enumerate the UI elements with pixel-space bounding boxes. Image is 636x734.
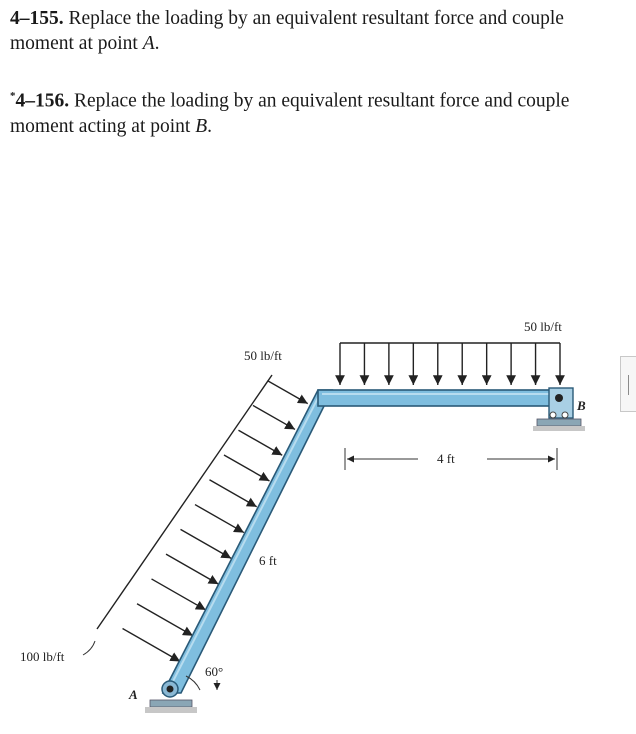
load-arrow [152,579,206,610]
starred-marker: * [10,90,16,102]
load-leader [83,641,95,655]
angle-label: 60° [205,664,224,679]
problem-period: . [154,33,160,54]
load-arrow [238,430,282,455]
load-arrow [209,480,256,507]
point-reference: B [195,115,208,137]
grip-icon [628,375,629,395]
scroll-handle[interactable] [620,356,636,412]
frame-members [163,390,560,693]
load-arrow [166,554,218,584]
load-arrow [137,604,193,636]
point-reference: A [142,33,155,54]
load-arrow [123,628,181,661]
problem-text: Replace the loading by an equivalent resultant force and couple moment acting at point [10,90,570,137]
problem-number: 4–155. [10,8,64,29]
load-label-horizontal: 50 lb/ft [524,319,562,334]
load-arrow [267,381,307,404]
horizontal-distributed-load [340,343,560,385]
load-arrow [253,405,295,429]
problem-number: 4–156. [15,90,70,112]
pin-support-a [145,681,197,713]
load-label-inclined-bottom: 100 lb/ft [20,649,65,664]
point-b-label: B [577,398,586,413]
horizontal-member [318,390,560,406]
problem-text: Replace the loading by an equivalent resultant force and couple moment at point [10,8,564,54]
load-label-inclined-top: 50 lb/ft [244,348,282,363]
load-arrow [195,505,244,533]
point-a-label: A [129,687,138,702]
problem-period: . [207,115,213,137]
load-arrow [180,529,231,558]
length-label-inclined: 6 ft [259,553,277,568]
load-arrow [224,455,269,481]
length-label-horizontal: 4 ft [437,451,455,466]
